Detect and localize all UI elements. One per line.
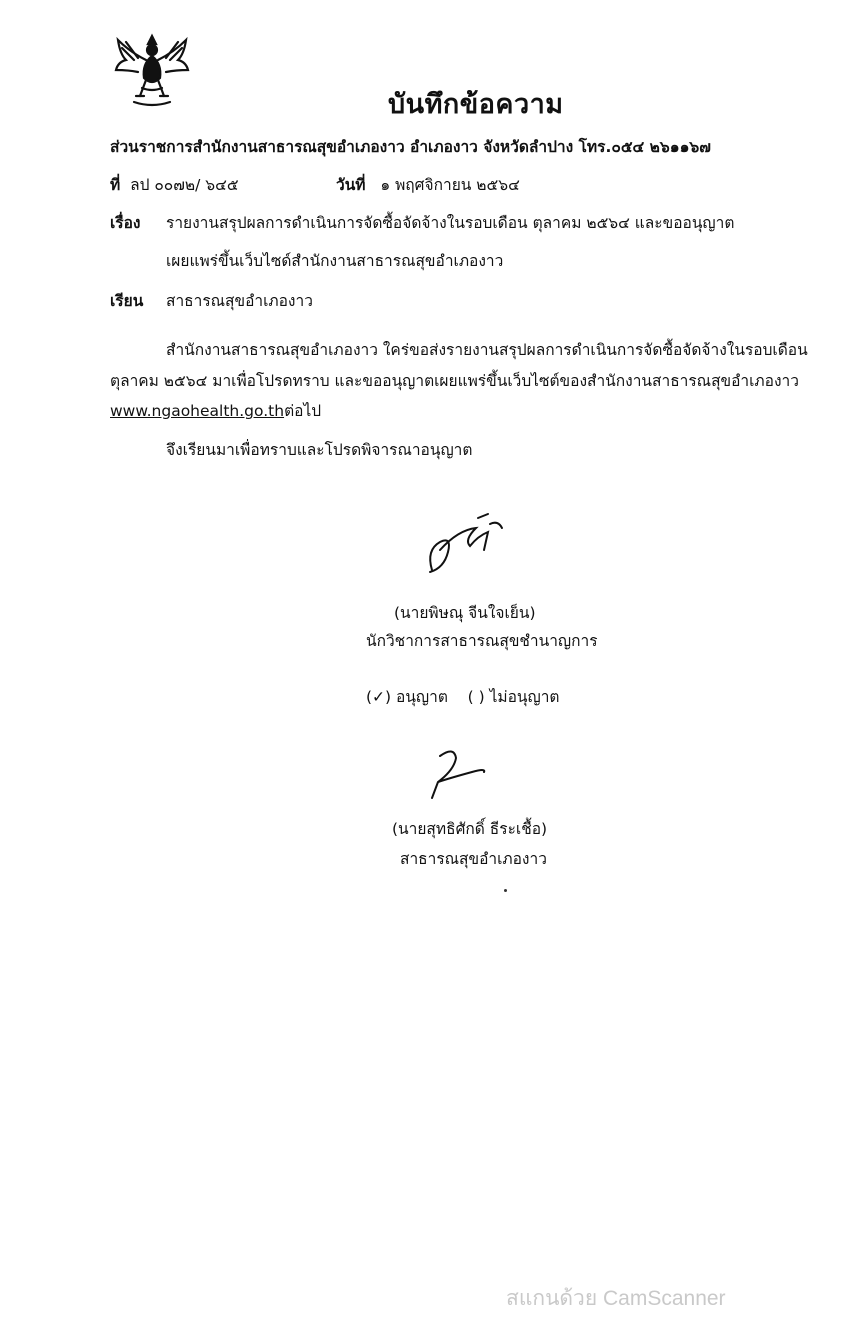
garuda-emblem-icon xyxy=(112,30,192,110)
stray-dot xyxy=(504,889,507,892)
ref-label: ที่ xyxy=(110,176,121,194)
date-row xyxy=(336,172,520,197)
approval-row xyxy=(366,684,560,709)
date-label: วันที่ xyxy=(336,176,366,194)
signature-2-icon xyxy=(420,742,500,812)
body-line-1: สำนักงานสาธารณสุขอำเภองาว ใคร่ขอส่งรายงานสรุปผลการดำเนินการจัดซื้อจัดจ้างในรอบเดือน xyxy=(166,341,808,359)
body-line-2: ตุลาคม ๒๕๖๔ มาเพื่อโปรดทราบ และขออนุญาตเผยแพร่ขึ้นเว็บไซต์ของสำนักงานสาธารณสุขอำเภองาว xyxy=(110,372,799,390)
camscanner-watermark: สแกนด้วย CamScanner xyxy=(506,1287,726,1310)
subject-line-1: รายงานสรุปผลการดำเนินการจัดซื้อจัดจ้างในรอบเดือน ตุลาคม ๒๕๖๔ และขออนุญาต xyxy=(166,214,735,232)
closing-line: จึงเรียนมาเพื่อทราบและโปรดพิจารณาอนุญาต xyxy=(166,441,473,459)
subject-label: เรื่อง xyxy=(110,214,141,232)
agency-value: สำนักงานสาธารณสุขอำเภองาว อำเภองาว จังหวัดลำปาง โทร.๐๕๔ ๒๖๑๑๖๗ xyxy=(192,138,711,156)
signature-1-icon xyxy=(418,510,528,580)
to-label: เรียน xyxy=(110,292,144,310)
subject-line-2: เผยแพร่ขึ้นเว็บไซด์สำนักงานสาธารณสุขอำเภองาว xyxy=(166,252,504,270)
signer-2-position: สาธารณสุขอำเภองาว xyxy=(400,850,547,868)
website-link[interactable]: www.ngaohealth.go.th xyxy=(110,402,285,420)
approve-checkbox[interactable]: (✓) xyxy=(366,688,392,706)
deny-label: ไม่อนุญาต xyxy=(489,688,560,706)
signer-1-name: (นายพิษณุ จีนใจเย็น) xyxy=(394,604,536,622)
body-line-3 xyxy=(110,398,321,423)
deny-checkbox[interactable]: ( ) xyxy=(467,688,485,706)
document-title: บันทึกข้อความ xyxy=(388,89,564,120)
body-link-suffix: ต่อไป xyxy=(284,402,322,420)
date-value: ๑ พฤศจิกายน ๒๕๖๔ xyxy=(380,176,520,194)
approve-label: อนุญาต xyxy=(396,688,448,706)
agency-label: ส่วนราชการ xyxy=(110,138,193,156)
signer-1-position: นักวิชาการสาธารณสุขชำนาญการ xyxy=(366,632,598,650)
ref-value: ลป ๐๐๗๒/ ๖๔๕ xyxy=(130,176,239,194)
agency-row xyxy=(110,134,711,159)
signer-2-name: (นายสุทธิศักดิ์ ธีระเชื้อ) xyxy=(392,820,548,838)
to-value: สาธารณสุขอำเภองาว xyxy=(166,292,313,310)
ref-row xyxy=(110,172,239,197)
